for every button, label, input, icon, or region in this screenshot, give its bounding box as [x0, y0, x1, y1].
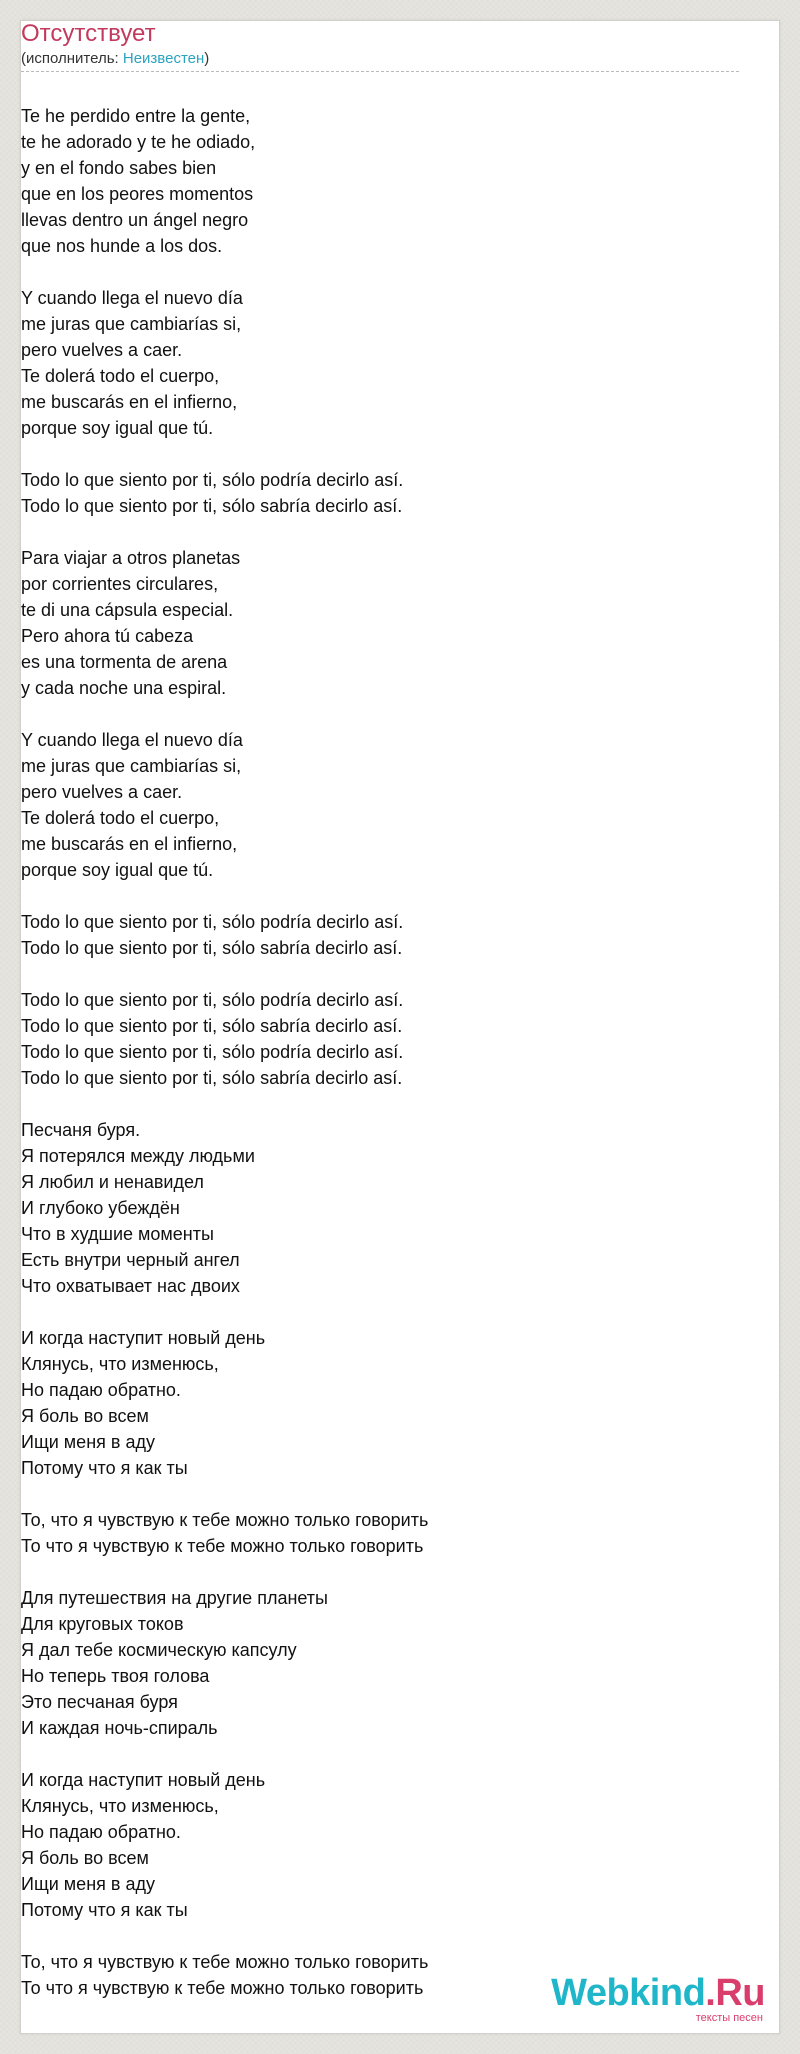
lyrics-line: Y cuando llega el nuevo día [21, 730, 243, 750]
lyrics-line: Я боль во всем [21, 1848, 149, 1868]
lyrics-line: Y cuando llega el nuevo día [21, 288, 243, 308]
lyrics-verse [21, 1507, 739, 1559]
lyrics-line: Потому что я как ты [21, 1900, 188, 1920]
lyrics-line: me buscarás en el infierno, [21, 392, 238, 412]
lyrics-line: Я дал тебе космическую капсулу [21, 1640, 297, 1660]
lyrics-verse [21, 1767, 739, 1923]
lyrics-verse [21, 467, 739, 519]
lyrics-line: pero vuelves a caer. [21, 782, 183, 802]
lyrics-line: me juras que cambiarías si, [21, 756, 242, 776]
lyrics-line: И когда наступит новый день [21, 1770, 266, 1790]
lyrics-verse [21, 909, 739, 961]
lyrics-line: Я боль во всем [21, 1406, 149, 1426]
lyrics-line: Para viajar a otros planetas [21, 548, 241, 568]
lyrics-verse [21, 727, 739, 883]
lyrics-verse [21, 1585, 739, 1741]
logo-tagline: тексты песен [695, 2012, 763, 2024]
artist-suffix: ) [204, 50, 210, 67]
lyrics-line: Todo lo que siento por ti, sólo sabría decirlo así. [21, 496, 403, 516]
song-header [21, 20, 739, 72]
artist-link[interactable]: Неизвестен [122, 50, 205, 67]
logo-suffix: .Ru [705, 1972, 765, 2014]
lyrics-line: Но падаю обратно. [21, 1822, 181, 1842]
lyrics-line: Todo lo que siento por ti, sólo podría decirlo así. [21, 912, 404, 932]
lyrics-line: То, что я чувствую к тебе можно только говорить [21, 1510, 429, 1530]
lyrics-line: Todo lo que siento por ti, sólo sabría decirlo así. [21, 1016, 403, 1036]
lyrics-line: Но падаю обратно. [21, 1380, 181, 1400]
lyrics-line: Я любил и ненавидел [21, 1172, 204, 1192]
lyrics-line: me juras que cambiarías si, [21, 314, 242, 334]
lyrics-line: y cada noche una espiral. [21, 678, 227, 698]
lyrics-line: porque soy igual que tú. [21, 418, 214, 438]
lyrics-line: Клянусь, что изменюсь, [21, 1796, 219, 1816]
lyrics-line: Есть внутри черный ангел [21, 1250, 240, 1270]
lyrics-verse [21, 987, 739, 1091]
lyrics-line: porque soy igual que tú. [21, 860, 214, 880]
lyrics-line: То, что я чувствую к тебе можно только говорить [21, 1952, 429, 1972]
lyrics-line: Todo lo que siento por ti, sólo sabría decirlo así. [21, 938, 403, 958]
lyrics-line: Todo lo que siento por ti, sólo podría decirlo así. [21, 990, 404, 1010]
lyrics-line: pero vuelves a caer. [21, 340, 183, 360]
lyrics-line: Te he perdido entre la gente, [21, 106, 251, 126]
lyrics-line: Te dolerá todo el cuerpo, [21, 808, 220, 828]
lyrics-line: y en el fondo sabes bien [21, 158, 217, 178]
lyrics-line: И глубоко убеждён [21, 1198, 180, 1218]
lyrics-line: Что в худшие моменты [21, 1224, 214, 1244]
lyrics-line: es una tormenta de arena [21, 652, 228, 672]
lyrics-line: И когда наступит новый день [21, 1328, 266, 1348]
lyrics-line: te he adorado y te he odiado, [21, 132, 256, 152]
lyrics-line: Но теперь твоя голова [21, 1666, 210, 1686]
lyrics-line: te di una cápsula especial. [21, 600, 234, 620]
lyrics-verse [21, 103, 739, 259]
lyrics-line: por corrientes circulares, [21, 574, 219, 594]
lyrics-line: Клянусь, что изменюсь, [21, 1354, 219, 1374]
lyrics-line: llevas dentro un ángel negro [21, 210, 249, 230]
lyrics-verse [21, 285, 739, 441]
lyrics-verse [21, 545, 739, 701]
lyrics-line: Потому что я как ты [21, 1458, 188, 1478]
lyrics-body [21, 103, 739, 2027]
lyrics-line: Todo lo que siento por ti, sólo sabría decirlo así. [21, 1068, 403, 1088]
lyrics-line: И каждая ночь-спираль [21, 1718, 218, 1738]
site-logo[interactable] [551, 1974, 765, 2024]
lyrics-verse [21, 1325, 739, 1481]
logo-main-text: Webkind [551, 1972, 706, 2014]
lyrics-line: То что я чувствую к тебе можно только говорить [21, 1536, 424, 1556]
lyrics-line: Для круговых токов [21, 1614, 184, 1634]
header-divider [21, 71, 739, 72]
lyrics-line: que en los peores momentos [21, 184, 254, 204]
lyrics-line: Это песчаная буря [21, 1692, 178, 1712]
lyrics-line: Песчаня буря. [21, 1120, 141, 1140]
lyrics-line: Ищи меня в аду [21, 1874, 155, 1894]
lyrics-line: Te dolerá todo el cuerpo, [21, 366, 220, 386]
lyrics-line: Ищи меня в аду [21, 1432, 155, 1452]
logo-wordmark [551, 1974, 765, 2012]
lyrics-verse [21, 1117, 739, 1299]
lyrics-line: Todo lo que siento por ti, sólo podría decirlo así. [21, 470, 404, 490]
lyrics-line: Я потерялся между людьми [21, 1146, 255, 1166]
artist-prefix: (исполнитель: [21, 50, 123, 67]
artist-line [21, 50, 739, 68]
lyrics-line: Todo lo que siento por ti, sólo podría decirlo así. [21, 1042, 404, 1062]
lyrics-line: me buscarás en el infierno, [21, 834, 238, 854]
lyrics-line: Pero ahora tú cabeza [21, 626, 194, 646]
lyrics-line: que nos hunde a los dos. [21, 236, 223, 256]
lyrics-line: Для путешествия на другие планеты [21, 1588, 328, 1608]
song-title: Отсутствует [21, 20, 156, 47]
lyrics-line: Что охватывает нас двоих [21, 1276, 240, 1296]
lyrics-line: То что я чувствую к тебе можно только говорить [21, 1978, 424, 1998]
